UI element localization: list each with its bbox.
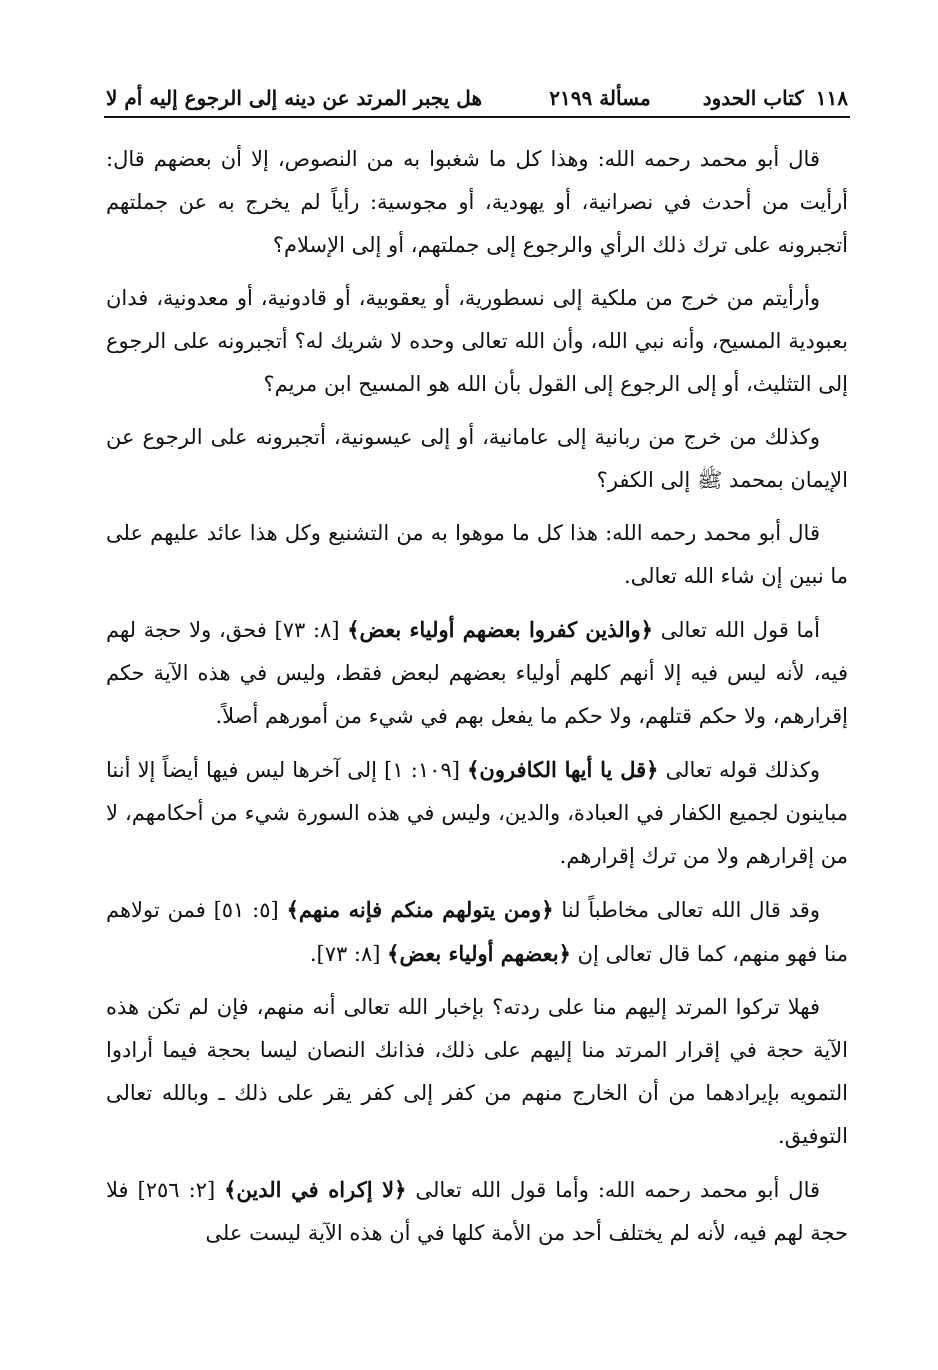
quran-verse: ﴿والذين كفروا بعضهم أولياء بعض﴾ — [347, 617, 653, 642]
issue-number: مسألة ٢١٩٩ — [549, 86, 651, 110]
text-run: فهلا تركوا المرتد إليهم منا على ردته؟ بإخبار الله تعالى أنه منهم، فإن لم تكن هذه الآية حجة في إقرار المرتد منا إليهم على ذلك، فذانك النصان ليسا بحجة فيما أرادوا التمويه بإيرادهما من أن الخارج منهم من كفر إلى كفر يقر على ذلك ـ وبالله تعالى التوفيق. — [106, 995, 848, 1148]
book-title: كتاب الحدود — [702, 86, 804, 110]
paragraph — [104, 888, 850, 976]
text-run: وأرأيتم من خرج من ملكية إلى نسطورية، أو يعقوبية، أو قادونية، أو معدونية، فدان بعبودية المسيح، وأنه نبي الله، وأن الله تعالى وحده لا شريك له؟ أتجبرونه على الرجوع إلى التثليث، أو إلى الرجوع إلى القول بأن الله هو المسيح ابن مريم؟ — [106, 286, 848, 396]
paragraph — [104, 1168, 850, 1255]
quran-verse: ﴿لا إكراه في الدين﴾ — [224, 1177, 407, 1202]
text-run: قال أبو محمد رحمه الله: وأما قول الله تعالى — [406, 1178, 821, 1202]
quran-verse: ﴿قل يا أيها الكافرون﴾ — [467, 757, 659, 782]
text-run: [١٠٩: ١] إلى آخرها ليس فيها أيضاً إلا أننا مباينون لجميع الكفار في العبادة، والدين، وليس في هذه السورة شيء من أحكامهم، لا من إقرارهم ولا من ترك إقرارهم. — [106, 758, 848, 868]
paragraph — [104, 986, 850, 1158]
quran-verse: ﴿ومن يتولهم منكم فإنه منهم﴾ — [286, 897, 554, 922]
header-right-group — [549, 86, 848, 110]
paragraph — [104, 748, 850, 878]
text-run: [٨: ٧٣]. — [309, 942, 388, 966]
paragraph — [104, 277, 850, 406]
text-run: وكذلك قوله تعالى — [658, 758, 820, 782]
text-run: [٥: ٥١] فمن تولاهم منا فهو منهم، كما قال تعالى إن — [106, 898, 848, 966]
page-number: ١١٨ — [815, 86, 848, 110]
book-page — [104, 86, 850, 1265]
body-text — [104, 138, 850, 1255]
text-run: وكذلك من خرج من ربانية إلى عامانية، أو إلى عيسونية، أتجبرونه على الرجوع عن الإيمان بمحمد ﷺ إلى الكفر؟ — [106, 425, 848, 492]
running-header — [104, 86, 850, 118]
text-run: قال أبو محمد رحمه الله: هذا كل ما موهوا به من التشنيع وكل هذا عائد عليهم على ما نبين إن شاء الله تعالى. — [106, 521, 848, 588]
quran-verse: ﴿بعضهم أولياء بعض﴾ — [387, 941, 571, 966]
text-run: وقد قال الله تعالى مخاطباً لنا — [553, 898, 820, 922]
paragraph — [104, 138, 850, 267]
paragraph — [104, 416, 850, 502]
paragraph — [104, 608, 850, 738]
text-run: أما قول الله تعالى — [652, 618, 821, 642]
text-run: قال أبو محمد رحمه الله: وهذا كل ما شغبوا به من النصوص، إلا أن بعضهم قال: أرأيت من أحدث في نصرانية، أو يهودية، أو مجوسية: رأياً لم يخرج به عن جملتهم أتجبرونه على ترك ذلك الرأي والرجوع إلى جملتهم، أو إلى الإسلام؟ — [106, 147, 848, 257]
paragraph — [104, 512, 850, 598]
text-run: [٢: ٢٥٦] فلا حجة لهم فيه، لأنه لم يختلف أحد من الأمة كلها في أن هذه الآية ليست على — [106, 1178, 848, 1245]
text-run: [٨: ٧٣] فحق، ولا حجة لهم فيه، لأنه ليس فيه إلا أنهم كلهم أولياء بعضهم لبعض فقط، وليس في هذه الآية حكم إقرارهم، ولا حكم قتلهم، ولا حكم ما يفعل بهم في شيء من أمورهم أصلاً. — [106, 618, 848, 728]
chapter-title: هل يجبر المرتد عن دينه إلى الرجوع إليه أم لا — [106, 86, 482, 110]
